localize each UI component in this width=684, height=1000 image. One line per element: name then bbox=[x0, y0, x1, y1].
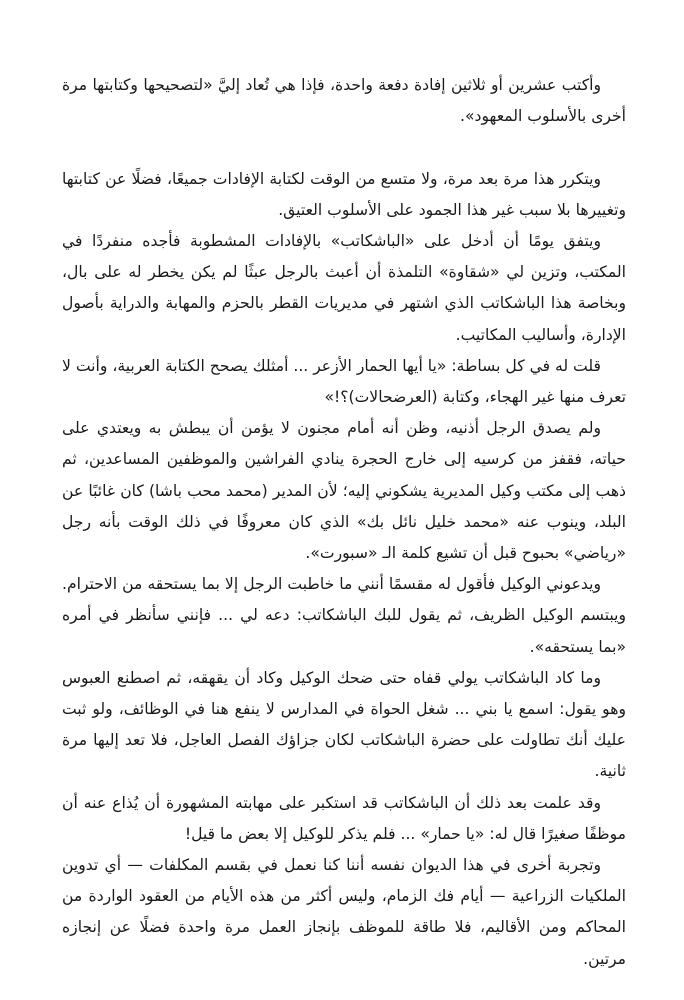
paragraph-9: وتجربة أخرى في هذا الديوان نفسه أننا كنا نعمل في بقسم المكلفات — أي تدوين الملكيات الزراعية — أيام فك الزمام، وليس أكثر من هذه الأيام من العقود الواردة من المحاكم ومن الأقاليم، فلا طاقة للموظف بإنجاز العمل مرة واحدة فضلًا عن إنجازه مرتين. bbox=[62, 856, 626, 968]
paragraph-7: وما كاد الباشكاتب يولي قفاه حتى ضحك الوكيل وكاد أن يقهقه، ثم اصطنع العبوس وهو يقول: اسمع يا بني ... شغل الحواة في المدارس لا ينفع هنا في الوظائف، ولو ثبت عليك أنك تطاولت على حضرة الباشكاتب لكان جزاؤك الفصل العاجل، فلا تعد إليها مرة ثانية. bbox=[62, 668, 626, 781]
paragraph-5: ولم يصدق الرجل أذنيه، وظن أنه أمام مجنون لا يؤمن أن يبطش به ويعتدي على حياته، فقفز من كرسيه إلى خارج الحجرة ينادي الفراشين والموظفين المساعدين، ثم ذهب إلى مكتب وكيل المديرية يشكوني إليه؛ لأن المدير (محمد محب باشا) كان غائبًا عن البلد، وينوب عنه «محمد خليل نائل بك» الذي كان معروفًا في ذلك الوقت بأنه رجل «رياضي» بحبوح قبل أن تشيع كلمة الـ «سبورت». bbox=[62, 419, 626, 563]
paragraph-3: ويتفق يومًا أن أدخل على «الباشكاتب» بالإفادات المشطوبة فأجده منفردًا في المكتب، وتزين لي «شقاوة» التلمذة أن أعبث بالرجل عبثًا لم يكن يخطر له على بال، وبخاصة هذا الباشكاتب الذي اشتهر في مديريات القطر بالحزم والمهابة والدراية بأصول الإدارة، وأساليب المكاتيب. bbox=[62, 232, 626, 344]
paragraph-2: ويتكرر هذا مرة بعد مرة، ولا متسع من الوقت لكتابة الإفادات جميعًا، فضلًا عن كتابتها وتغييرها بلا سبب غير هذا الجمود على الأسلوب العتيق. bbox=[62, 169, 626, 219]
paragraph-4: قلت له في كل بساطة: «يا أيها الحمار الأزعر ... أمثلك يصحح الكتابة العربية، وأنت لا تعرف منها غير الهجاء، وكتابة (العرضحالات)؟!» bbox=[62, 356, 626, 407]
paragraph-1: وأكتب عشرين أو ثلاثين إفادة دفعة واحدة، فإذا هي تُعاد إليَّ «لتصحيحها وكتابتها مرة أخرى بالأسلوب المعهود». bbox=[62, 76, 626, 126]
paragraph-6: ويدعوني الوكيل فأقول له مقسمًا أنني ما خاطبت الرجل إلا بما يستحقه من الاحترام. ويبتسم الوكيل الظريف، ثم يقول للبك الباشكاتب: دعه لي ... فإنني سأنظر في أمره «بما يستحقه». bbox=[62, 575, 626, 656]
paragraph-gap bbox=[62, 132, 626, 163]
paragraph-8: وقد علمت بعد ذلك أن الباشكاتب قد استكبر على مهابته المشهورة أن يُذاع عنه أن موظفًا صغيرًا قال له: «يا حمار» ... فلم يذكر للوكيل إلا بعض ما قيل! bbox=[62, 793, 626, 843]
